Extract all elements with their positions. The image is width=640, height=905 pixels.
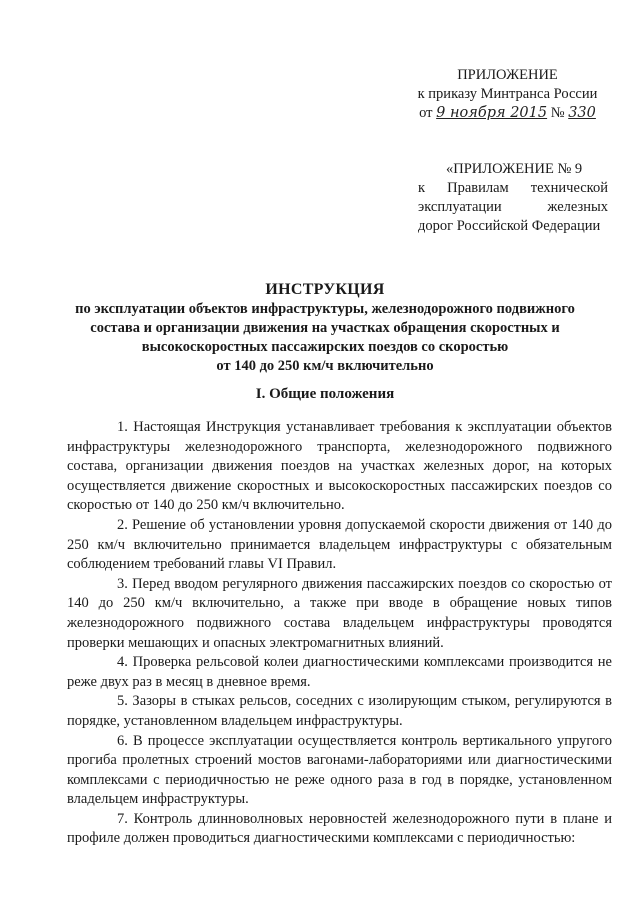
annex9-header (418, 160, 608, 236)
annex-title: ПРИЛОЖЕНИЕ (457, 67, 558, 83)
annex-header (395, 66, 620, 123)
paragraph: 4. Проверка рельсовой колеи диагностическими комплексами производится не реже двух раз в месяц в дневное время. (67, 654, 612, 690)
paragraph: 6. В процессе эксплуатации осуществляется контроль вертикального упругого прогиба пролетных строений мостов вагонами-лабораториями или диагностическими комплексами с периодичностью не реже одного раза в год в порядке, установленном владельцем инфраструктуры. (67, 732, 612, 808)
document-title-main: ИНСТРУКЦИЯ (265, 281, 385, 298)
number-prefix: № (550, 105, 565, 121)
section-body (67, 418, 612, 849)
handwritten-date: 9 ноября 2015 (436, 105, 548, 121)
section-heading: I. Общие положения (255, 386, 395, 402)
handwritten-number: 330 (568, 105, 596, 121)
paragraph: 1. Настоящая Инструкция устанавливает требования к эксплуатации объектов инфраструктуры железнодорожного транспорта, железнодорожного подвижного состава, организации движения поездов на участках железных дорог, на которых осуществляется движение скоростных и высокоскоростных пассажирских поездов со скоростью от 140 до 250 км/ч включительно. (67, 419, 612, 514)
paragraph: 2. Решение об установлении уровня допускаемой скорости движения от 140 до 250 км/ч включительно принимается владельцем инфраструктуры с обязательным соблюдением требований главы VI Правил. (67, 516, 612, 573)
date-prefix: от (419, 105, 433, 121)
document-title-line: от 140 до 250 км/ч включительно (216, 358, 434, 374)
order-reference: к приказу Минтранса России (417, 86, 598, 102)
annex9-line: к Правилам технической (418, 180, 608, 196)
paragraph: 3. Перед вводом регулярного движения пассажирских поездов со скоростью от 140 до 250 км/ч включительно, а также при вводе в обращение новых типов железнодорожного подвижного состава владельцем инфраструктуры проводятся проверки мешающих и опасных электромагнитных влияний. (67, 575, 612, 651)
annex9-line: эксплуатации железных (418, 199, 608, 215)
document-title (60, 280, 590, 376)
paragraph: 7. Контроль длинноволновых неровностей железнодорожного пути в плане и профиле должен проводиться диагностическими комплексами с периодичностью: (67, 810, 612, 847)
order-date-line (395, 104, 620, 123)
annex9-title: «ПРИЛОЖЕНИЕ № 9 (446, 161, 583, 177)
annex9-line: дорог Российской Федерации (418, 218, 601, 234)
paragraph: 5. Зазоры в стыках рельсов, соседних с изолирующим стыком, регулируются в порядке, установленном владельцем инфраструктуры. (67, 693, 612, 729)
document-title-line: состава и организации движения на участках обращения скоростных и (90, 320, 560, 336)
document-title-line: высокоскоростных пассажирских поездов со скоростью (141, 339, 509, 355)
document-title-line: по эксплуатации объектов инфраструктуры, железнодорожного подвижного (75, 301, 575, 317)
